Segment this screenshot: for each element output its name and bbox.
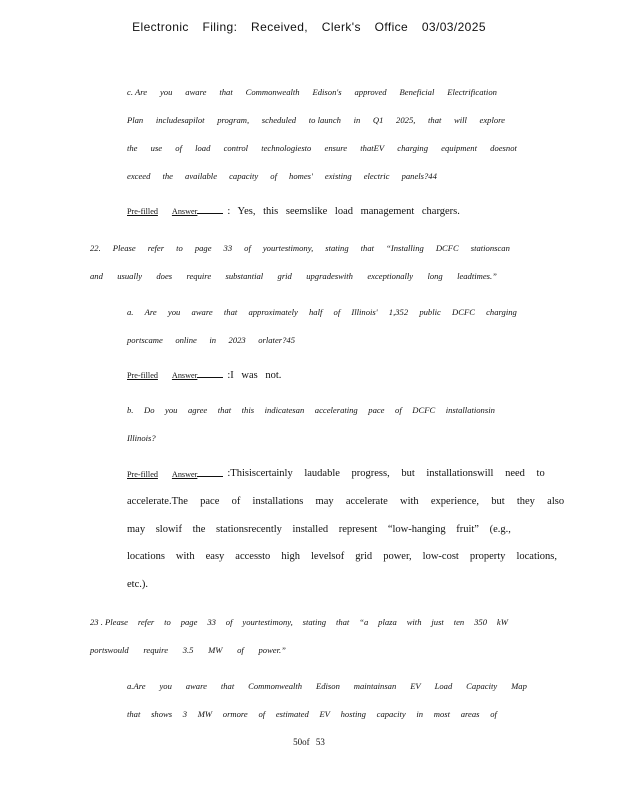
question-word: c. Are bbox=[127, 87, 148, 97]
answer-22b-text: :Thisiscertainly laudable progress, but installationswill need to bbox=[227, 468, 545, 479]
question-word: require bbox=[186, 271, 212, 281]
question-word: program, bbox=[217, 115, 250, 125]
question-word: Q1 bbox=[372, 115, 384, 125]
prefilled-answer-label: Pre-filled bbox=[127, 470, 158, 479]
question-word: page bbox=[180, 617, 198, 627]
question-word: refer bbox=[137, 617, 155, 627]
answer-22b-line-3: may slowif the stationsrecently installed represent “low-hanging fruit” (e.g., bbox=[127, 524, 511, 535]
question-word: aware bbox=[185, 681, 207, 691]
answer-22a: Pre-filled Answer :I was not. bbox=[127, 370, 282, 381]
question-word: 33 bbox=[207, 617, 216, 627]
question-word: Map bbox=[511, 681, 527, 691]
question-word: exceptionally bbox=[367, 271, 414, 281]
question-word: that bbox=[219, 87, 233, 97]
question-word: the bbox=[162, 171, 173, 181]
question-word: require bbox=[143, 645, 169, 655]
filing-stamp: Electronic Filing: Received, Clerk's Office 03/03/2025 bbox=[132, 20, 486, 34]
question-word: DCFC bbox=[452, 307, 475, 317]
question-word: MW bbox=[208, 645, 223, 655]
question-word: in bbox=[353, 115, 361, 125]
question-c-line-1 bbox=[127, 87, 497, 97]
question-word: Please bbox=[112, 243, 136, 253]
question-word: half bbox=[308, 307, 323, 317]
question-word: Are bbox=[144, 307, 157, 317]
question-word: EV bbox=[410, 681, 421, 691]
question-word: that bbox=[223, 307, 238, 317]
question-word: exceed bbox=[127, 171, 151, 181]
question-word: 2023 bbox=[228, 335, 246, 345]
question-word: the bbox=[127, 143, 138, 153]
question-word: yourtestimony, bbox=[262, 243, 314, 253]
question-word: you bbox=[159, 87, 173, 97]
question-word: MW bbox=[197, 709, 213, 719]
question-word: pace bbox=[368, 405, 385, 415]
question-word: Edison's bbox=[312, 87, 342, 97]
question-word: agree bbox=[187, 405, 208, 415]
question-word: load bbox=[195, 143, 211, 153]
question-word: use bbox=[150, 143, 163, 153]
question-23-line-1 bbox=[90, 617, 508, 627]
question-word: Capacity bbox=[466, 681, 498, 691]
question-word: of bbox=[333, 307, 341, 317]
question-word: Beneficial bbox=[399, 87, 435, 97]
question-word: of bbox=[237, 645, 244, 655]
question-word: Do bbox=[143, 405, 155, 415]
question-word: 23 . Please bbox=[90, 617, 128, 627]
question-word: “a bbox=[359, 617, 369, 627]
question-word: will bbox=[454, 115, 467, 125]
question-word: approximately bbox=[248, 307, 298, 317]
question-word: grid bbox=[277, 271, 292, 281]
question-word: that bbox=[360, 243, 375, 253]
question-word: stating bbox=[302, 617, 327, 627]
question-word: maintainsan bbox=[353, 681, 397, 691]
question-word: doesnot bbox=[490, 143, 517, 153]
question-word: of bbox=[244, 243, 251, 253]
question-word: charging bbox=[397, 143, 429, 153]
question-word: ensure bbox=[324, 143, 348, 153]
question-word: that bbox=[220, 681, 235, 691]
question-word: to launch bbox=[308, 115, 341, 125]
question-word: with bbox=[406, 617, 422, 627]
question-word: 350 bbox=[474, 617, 487, 627]
question-word: in bbox=[416, 709, 424, 719]
question-word: upgradeswith bbox=[306, 271, 353, 281]
question-word: that bbox=[217, 405, 232, 415]
question-word: does bbox=[156, 271, 173, 281]
question-22a-line-1 bbox=[127, 307, 517, 317]
question-word: online bbox=[175, 335, 197, 345]
question-word: shows bbox=[151, 709, 173, 719]
question-word: of bbox=[258, 709, 266, 719]
question-word: and bbox=[90, 271, 103, 281]
answer-22a-text: :I was not. bbox=[227, 370, 282, 381]
question-word: just bbox=[431, 617, 444, 627]
question-word: stationscan bbox=[470, 243, 510, 253]
question-word: capacity bbox=[229, 171, 259, 181]
question-word: estimated bbox=[275, 709, 309, 719]
question-word: ten bbox=[453, 617, 465, 627]
question-word: ormore bbox=[222, 709, 248, 719]
question-word: electric bbox=[363, 171, 390, 181]
question-word: b. bbox=[127, 405, 134, 415]
question-word: this bbox=[241, 405, 255, 415]
question-word: aware bbox=[191, 307, 213, 317]
question-word: yourtestimony, bbox=[242, 617, 293, 627]
question-word: scheduled bbox=[261, 115, 297, 125]
question-word: refer bbox=[147, 243, 165, 253]
question-22b-line-2 bbox=[127, 433, 156, 443]
question-word: equipment bbox=[441, 143, 477, 153]
question-word: leadtimes.” bbox=[457, 271, 497, 281]
question-23a-line-1 bbox=[127, 681, 527, 691]
answer-c-text: : Yes, this seemslike load management chargers. bbox=[227, 206, 460, 217]
question-word: of bbox=[175, 143, 182, 153]
question-word: technologiesto bbox=[261, 143, 312, 153]
question-word: Edison bbox=[316, 681, 340, 691]
question-word: most bbox=[433, 709, 451, 719]
question-word: “Installing bbox=[386, 243, 424, 253]
question-word: approved bbox=[354, 87, 387, 97]
question-word: power.” bbox=[258, 645, 286, 655]
question-word: includesapilot bbox=[155, 115, 205, 125]
question-word: 3.5 bbox=[182, 645, 194, 655]
question-word: portscame bbox=[127, 335, 163, 345]
question-word: substantial bbox=[225, 271, 264, 281]
question-word: to bbox=[176, 243, 183, 253]
question-word: installationsin bbox=[445, 405, 495, 415]
question-word: accelerating bbox=[314, 405, 358, 415]
question-word: EV bbox=[319, 709, 330, 719]
question-22-line-1 bbox=[90, 243, 510, 253]
question-22b-line-1 bbox=[127, 405, 495, 415]
question-word: usually bbox=[117, 271, 143, 281]
page-number: 50of 53 bbox=[293, 737, 325, 747]
question-word: DCFC bbox=[435, 243, 459, 253]
question-23-line-2 bbox=[90, 645, 286, 655]
question-word: that bbox=[428, 115, 442, 125]
question-c-line-3 bbox=[127, 143, 517, 153]
question-word: hosting bbox=[340, 709, 366, 719]
question-word: kW bbox=[496, 617, 508, 627]
question-word: homes' bbox=[289, 171, 313, 181]
question-word: DCFC bbox=[412, 405, 436, 415]
question-23a-line-2 bbox=[127, 709, 497, 719]
question-word: of bbox=[395, 405, 402, 415]
prefilled-answer-label: Pre-filled bbox=[127, 371, 158, 380]
question-word: charging bbox=[486, 307, 517, 317]
question-word: a.Are bbox=[127, 681, 146, 691]
question-word: aware bbox=[185, 87, 207, 97]
question-word: thatEV bbox=[360, 143, 385, 153]
question-word: stating bbox=[325, 243, 349, 253]
question-word: Commonwealth bbox=[248, 681, 303, 691]
question-word: indicatesan bbox=[264, 405, 305, 415]
question-word: of bbox=[225, 617, 233, 627]
question-word: Electrification bbox=[447, 87, 497, 97]
question-word: that bbox=[127, 709, 141, 719]
question-word: you bbox=[165, 405, 178, 415]
question-word: 2025, bbox=[396, 115, 416, 125]
question-word: 22. bbox=[90, 243, 101, 253]
question-word: 33 bbox=[223, 243, 233, 253]
question-word: of bbox=[270, 171, 277, 181]
question-word: Load bbox=[434, 681, 453, 691]
question-word: in bbox=[209, 335, 217, 345]
question-word: Illinois? bbox=[127, 433, 156, 443]
question-word: capacity bbox=[376, 709, 406, 719]
question-word: of bbox=[490, 709, 497, 719]
question-word: control bbox=[223, 143, 249, 153]
question-word: Plan bbox=[127, 115, 144, 125]
question-word: Commonwealth bbox=[245, 87, 300, 97]
question-word: Illinois' bbox=[351, 307, 378, 317]
answer-22b-line-2: accelerate.The pace of installations may accelerate with experience, but they also bbox=[127, 496, 565, 507]
question-word: existing bbox=[324, 171, 352, 181]
question-word: panels?44 bbox=[401, 171, 437, 181]
question-word: that bbox=[335, 617, 350, 627]
answer-22b-line-4: locations with easy accessto high levelsof grid power, low-cost property locations, bbox=[127, 551, 557, 562]
question-22a-line-2 bbox=[127, 335, 295, 345]
question-word: long bbox=[427, 271, 443, 281]
question-22-line-2 bbox=[90, 271, 497, 281]
prefilled-answer-label: Pre-filled bbox=[127, 207, 158, 216]
question-word: you bbox=[167, 307, 181, 317]
question-c-line-2 bbox=[127, 115, 505, 125]
answer-22b-line-1: Pre-filled Answer :Thisiscertainly laudable progress, but installationswill need to bbox=[127, 468, 545, 479]
question-c-line-4 bbox=[127, 171, 437, 181]
question-word: public bbox=[419, 307, 441, 317]
question-word: a. bbox=[127, 307, 134, 317]
answer-22b-line-5: etc.). bbox=[127, 579, 148, 590]
question-word: page bbox=[194, 243, 212, 253]
question-word: orlater?45 bbox=[258, 335, 295, 345]
question-word: plaza bbox=[378, 617, 397, 627]
question-word: portswould bbox=[90, 645, 129, 655]
question-word: available bbox=[185, 171, 218, 181]
question-word: 1,352 bbox=[388, 307, 409, 317]
question-word: you bbox=[159, 681, 172, 691]
question-word: 3 bbox=[182, 709, 188, 719]
question-word: areas bbox=[460, 709, 480, 719]
question-word: to bbox=[164, 617, 171, 627]
answer-c: Pre-filled Answer : Yes, this seemslike load management chargers. bbox=[127, 206, 460, 217]
question-word: explore bbox=[479, 115, 505, 125]
